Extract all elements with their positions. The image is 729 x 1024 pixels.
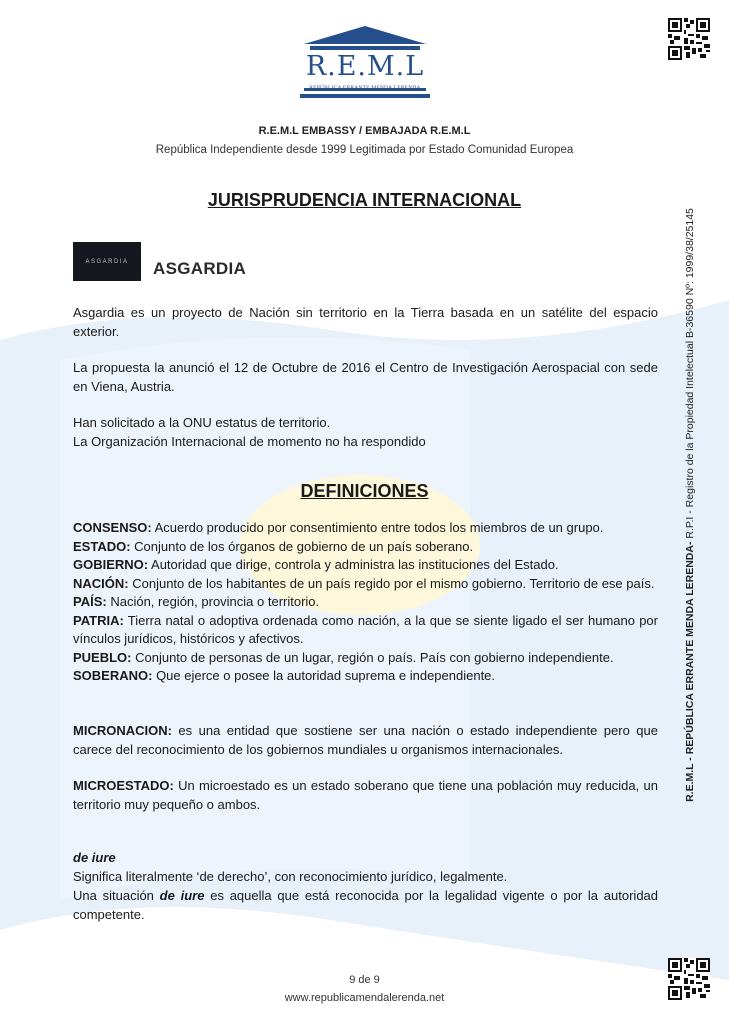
page-number: 9 de 9 — [349, 974, 380, 986]
asgardia-paragraph: Han solicitado a la ONU estatus de territorio. La Organización Internacional de momento no ha respondido — [73, 415, 426, 449]
footer-website: www.republicamendalerenda.net — [284, 992, 445, 1004]
asgardia-paragraph: Asgardia es un proyecto de Nación sin territorio en la Tierra basada en un satélite del espacio exterior. — [73, 305, 658, 339]
definition-item: NACIÓN: Conjunto de los habitantes de un país regido por el mismo gobierno. Territorio de ese país. — [73, 575, 655, 591]
definitions-list — [73, 519, 658, 686]
page-title: JURISPRUDENCIA INTERNACIONAL — [207, 190, 522, 210]
asgardia-heading: ASGARDIA — [153, 259, 247, 278]
definition-item: CONSENSO: Acuerdo producido por consentimiento entre todos los miembros de un grupo. — [73, 520, 604, 535]
qr-code-icon — [668, 18, 710, 60]
de-iure-text: Significa literalmente ‘de derecho’, con reconocimiento jurídico, legalmente. Una situación de iure es aquella que está reconocida por la legalidad vigente o por la autoridad competente. — [73, 869, 659, 922]
definition-item: PATRIA: Tierra natal o adoptiva ordenada como nación, a la que se siente ligado el ser humano por vínculos jurídicos, históricos y afectivos. — [73, 612, 658, 646]
de-iure-title: de iure — [73, 850, 116, 865]
definition-item: PUEBLO: Conjunto de personas de un lugar, región o país. País con gobierno independiente. — [73, 649, 614, 665]
embassy-title: R.E.M.L EMBASSY / EMBAJADA R.E.M.L — [258, 125, 471, 137]
micronacion-definition: MICRONACION: es una entidad que sostiene ser una nación o estado independiente pero que carece del reconocimiento de los gobiernos mundiales u organismos internacionales. — [73, 723, 658, 757]
logo-subtitle: REPÚBLICA ERRANTE MENDA LERENDA — [309, 85, 421, 91]
microestado-definition: MICROESTADO: Un microestado es un estado soberano que tiene una población muy reducida, un territorio muy pequeño o ambos. — [73, 778, 658, 812]
definition-item: PAÍS: Nación, región, provincia o territorio. — [73, 594, 320, 609]
republica-subtitle: República Independiente desde 1999 Legitimada por Estado Comunidad Europea — [155, 144, 574, 156]
side-registry-note: R.E.M.L - REPÚBLICA ERRANTE MENDA LERENDA- R.P.I - Registro de la Propiedad Intelectual B-36590 Nº: 1999/38/25145 — [684, 208, 696, 802]
definition-item: GOBIERNO: Autoridad que dirige, controla y administra las instituciones del Estado. — [73, 557, 559, 572]
asgardia-paragraph: La propuesta la anunció el 12 de Octubre de 2016 el Centro de Investigación Aerospacial con sede en Viena, Austria. — [73, 360, 658, 394]
definition-item: SOBERANO: Que ejerce o posee la autoridad suprema e independiente. — [73, 668, 496, 683]
definitions-title: DEFINICIONES — [300, 481, 429, 501]
definition-item: ESTADO: Conjunto de los órganos de gobierno de un país soberano. — [73, 538, 474, 554]
logo-name: R.E.M.L — [305, 51, 425, 82]
asgardia-logo: ASGARDIA — [73, 242, 141, 281]
